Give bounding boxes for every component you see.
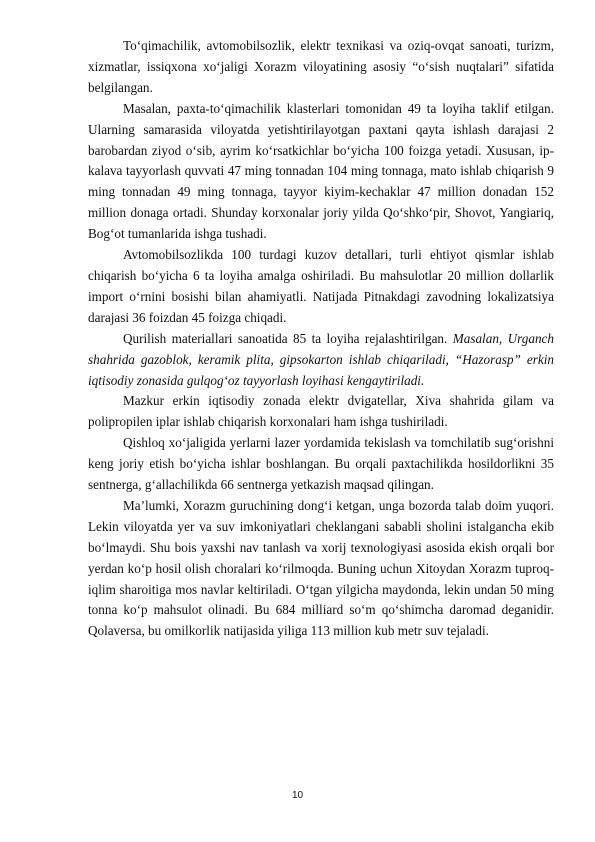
paragraph-free-economic-zone <box>88 391 554 433</box>
paragraph-italic-text: Masalan, Urganch shahrida gazoblok, keramik plita, gipsokarton ishlab chiqariladi, “Hazorasp” erkin iqtisodiy zonasida gulqog‘oz tayyorlash loyihasi kengaytiriladi. <box>88 330 555 388</box>
document-body <box>88 36 554 642</box>
paragraph-text: To‘qimachilik, avtomobilsozlik, elektr texnikasi va oziq-ovqat sanoati, turizm, xizmatlar, issiqxona xo‘jaligi Xorazm viloyatining asosiy “o‘sish nuqtalari” sifatida belgilangan. <box>88 38 554 95</box>
paragraph-agriculture <box>88 433 554 496</box>
paragraph-rice <box>88 496 554 642</box>
page-number: 10 <box>291 790 304 801</box>
paragraph-text: Qishloq xo‘jaligida yerlarni lazer yordamida tekislash va tomchilatib sug‘orishni keng joriy etish bo‘yicha ishlar boshlangan. Bu orqali paxtachilikda hosildorlikni 35 sentnerga, g‘allachilikda 66 sentnerga yetkazish maqsad qilingan. <box>88 435 554 493</box>
paragraph-textile-clusters <box>88 99 554 245</box>
paragraph-text: Masalan, paxta-to‘qimachilik klasterlari tomonidan 49 ta loyiha taklif etilgan. Ularning samarasida viloyatda yetishtirilayotgan paxtani qayta ishlash darajasi 2 barobardan ziyod o‘sib, ayrim ko‘rsatkichlar bo‘yicha 100 foizga yetadi. Xususan, ip-kalava tayyorlash quvvati 47 ming tonnadan 104 ming tonnaga, mato ishlab chiqarish 9 ming tonnadan 49 ming tonnaga, tayyor kiyim-kechaklar 47 million donadan 152 million donaga ortadi. Shunday korxonalar joriy yilda Qo‘shko‘pir, Shovot, Yangiariq, Bog‘ot tumanlarida ishga tushadi. <box>88 100 554 242</box>
paragraph-text: Mazkur erkin iqtisodiy zonada elektr dvigatellar, Xiva shahrida gilam va polipropilen iplar ishlab chiqarish korxonalari ham ishga tushiriladi. <box>88 393 554 430</box>
paragraph-automotive <box>88 245 554 329</box>
paragraph-text: Qurilish materiallari sanoatida 85 ta loyiha rejalashtirilgan. <box>123 330 448 346</box>
paragraph-text: Ma’lumki, Xorazm guruchining dong‘i ketgan, unga bozorda talab doim yuqori. Lekin viloyatda yer va suv imkoniyatlari cheklangani sababli sholini istalgancha ekib bo‘lmaydi. Shu bois yaxshi nav tanlash va xorij texnologiyasi asosida ekish orqali bor yerdan ko‘p hosil olish choralari ko‘rilmoqda. Buning uchun Xitoydan Xorazm tuproq-iqlim sharoitiga mos navlar keltiriladi. O‘tgan yilgicha maydonda, lekin undan 50 ming tonna ko‘p mahsulot olinadi. Bu 684 milliard so‘m qo‘shimcha daromad deganidir. Qolaversa, bu omilkorlik natijasida yiliga 113 million kub metr suv tejaladi. <box>88 497 554 639</box>
paragraph-growth-points <box>88 36 554 99</box>
paragraph-text: Avtomobilsozlikda 100 turdagi kuzov detallari, turli ehtiyot qismlar ishlab chiqarish bo‘yicha 6 ta loyiha amalga oshiriladi. Bu mahsulotlar 20 million dollarlik import o‘rnini bosishi bilan ahamiyatli. Natijada Pitnakdagi zavodning lokalizatsiya darajasi 36 foizdan 45 foizga chiqadi. <box>88 247 554 325</box>
paragraph-construction-materials <box>88 329 554 392</box>
